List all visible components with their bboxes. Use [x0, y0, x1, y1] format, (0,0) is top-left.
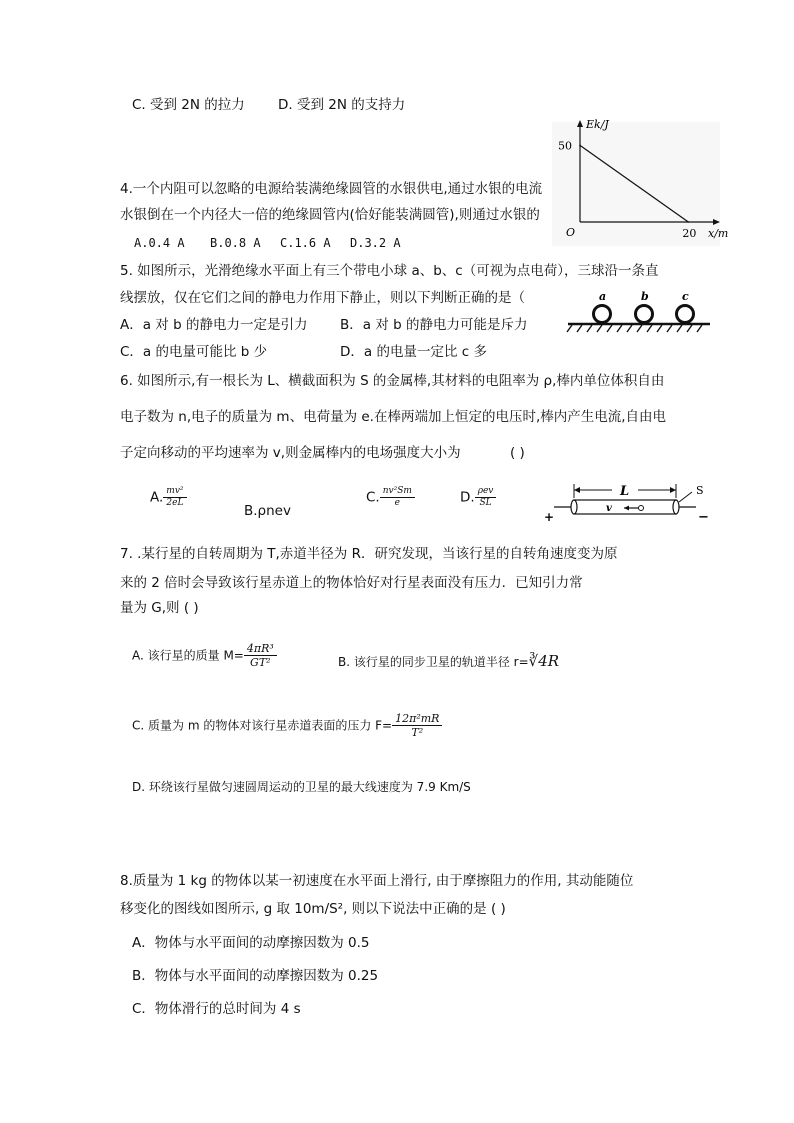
ball-a — [594, 306, 611, 323]
ball-c — [677, 306, 694, 323]
q7-c-den: T² — [411, 726, 424, 739]
q6-option-d-fraction — [475, 486, 497, 509]
q6-option-b: B.ρnev — [244, 503, 291, 519]
q6-line2: 电子数为 n,电子的质量为 m、电荷量为 e.在棒两端加上恒定的电压时,棒内产生电流,自由电 — [120, 409, 667, 425]
minus-terminal: − — [698, 510, 709, 525]
q8-option-b: B．物体与水平面间的动摩擦因数为 0.25 — [132, 968, 379, 984]
plus-terminal: + — [544, 510, 555, 524]
q6-c-num: nv²Sm — [380, 486, 415, 498]
ball-b — [636, 306, 653, 323]
q8-line1: 8.质量为 1 kg 的物体以某一初速度在水平面上滑行, 由于摩擦阻力的作用, 其动能随位 — [120, 873, 634, 889]
q6-option-a-fraction — [163, 486, 186, 509]
q6-line1: 6. 如图所示,有一根长为 L、横截面积为 S 的金属棒,其材料的电阻率为 ρ,棒内单位体积自由 — [120, 373, 665, 389]
q7-line3: 量为 G,则 ( ) — [120, 600, 199, 616]
q7-a-num: 4πR³ — [244, 642, 277, 656]
metal-rod-figure — [540, 478, 720, 526]
dim-arrow-right — [670, 487, 676, 493]
q6-paren: ( ) — [510, 445, 525, 461]
q6-option-a — [150, 486, 187, 526]
q5-line1: 5. 如图所示，光滑绝缘水平面上有三个带电小球 a、b、c（可视为点电荷），三球沿一条直 — [120, 263, 659, 279]
q6-d-num: ρev — [475, 486, 497, 498]
q4-option-b: B.0.8 A — [210, 236, 261, 250]
y-tick-label: 50 — [558, 139, 572, 153]
q7-option-a — [132, 642, 277, 682]
ball-label-c: c — [682, 290, 689, 303]
ball-label-a: a — [599, 290, 607, 303]
q4-line2: 水银倒在一个内径大一倍的绝缘圆管内(恰好能装满圆管),则通过水银的 — [120, 207, 540, 223]
q6-c-den: e — [394, 498, 400, 508]
q7-option-d: D. 环绕该行星做匀速圆周运动的卫星的最大线速度为 7.9 Km/S — [132, 780, 471, 794]
q7-line2: 来的 2 倍时会导致该行星赤道上的物体恰好对行星表面没有压力．已知引力常 — [120, 575, 583, 591]
q7-b-expr: ∛4R — [528, 652, 560, 670]
q6-option-c-label: C. — [366, 489, 380, 506]
q5-option-a: A．a 对 b 的静电力一定是引力 — [120, 317, 308, 333]
q6-option-c — [366, 486, 415, 526]
q7-c-text: C. 质量为 m 的物体对该行星赤道表面的压力 F= — [132, 718, 393, 733]
q6-option-a-label: A. — [150, 489, 164, 506]
q8-option-a: A．物体与水平面间的动摩擦因数为 0.5 — [132, 935, 370, 951]
q8-option-c: C．物体滑行的总时间为 4 s — [132, 1001, 301, 1017]
q5-option-b: B．a 对 b 的静电力可能是斥力 — [340, 317, 528, 333]
rod-length-label: L — [620, 484, 630, 499]
q7-option-c — [132, 712, 442, 752]
cross-section-pointer — [679, 492, 692, 502]
electron-dot — [639, 506, 644, 511]
x-tick-label: 20 — [682, 227, 697, 240]
three-balls-figure — [564, 288, 714, 338]
q4-option-c: C.1.6 A — [280, 236, 331, 250]
ground-hatch — [567, 325, 702, 332]
q7-b-text: B. 该行星的同步卫星的轨道半径 r= — [338, 655, 529, 669]
q7-a-fraction — [244, 642, 277, 669]
q6-option-d — [460, 486, 496, 526]
q4-option-a: A.0.4 A — [134, 236, 185, 250]
q3-option-d: D. 受到 2N 的支持力 — [278, 97, 406, 113]
q7-c-fraction — [392, 712, 442, 739]
q6-d-den: SL — [479, 498, 492, 508]
cross-section-label: S — [696, 484, 704, 497]
data-point — [688, 221, 690, 223]
q6-line3: 子定向移动的平均速率为 v,则金属棒内的电场强度大小为 — [120, 445, 461, 461]
rod-body — [574, 500, 676, 514]
q3-option-c: C. 受到 2N 的拉力 — [132, 97, 245, 113]
q8-line2: 移变化的图线如图所示, g 取 10m/S², 则以下说法中正确的是 ( ) — [120, 901, 506, 917]
dim-arrow-left — [574, 487, 580, 493]
q6-option-c-fraction — [380, 486, 415, 509]
origin-label: O — [566, 226, 576, 239]
q7-c-num: 12π²mR — [392, 712, 442, 726]
x-axis-label: x/m — [708, 227, 729, 240]
q7-a-text: A. 该行星的质量 M= — [132, 648, 244, 663]
ek-x-chart — [552, 118, 729, 246]
q7-line1: 7. .某行星的自转周期为 T,赤道半径为 R．研究发现，当该行星的自转角速度变为原 — [120, 546, 618, 562]
q7-option-b — [338, 652, 559, 671]
y-axis-label: Ek/J — [586, 118, 609, 131]
q6-a-den: 2eL — [166, 498, 184, 508]
q6-a-num: mv² — [163, 486, 186, 498]
velocity-label: v — [606, 503, 612, 514]
q4-option-d: D.3.2 A — [350, 236, 401, 250]
q5-line2: 线摆放，仅在它们之间的静电力作用下静止，则以下判断正确的是（ — [120, 290, 525, 306]
ball-label-b: b — [641, 290, 649, 303]
q6-option-d-label: D. — [460, 489, 475, 506]
q7-a-den: GT² — [250, 656, 271, 669]
q5-option-c: C．a 的电量可能比 b 少 — [120, 344, 268, 360]
data-point — [579, 145, 581, 147]
q5-option-d: D．a 的电量一定比 c 多 — [340, 344, 487, 360]
q4-line1: 4.一个内阻可以忽略的电源给装满绝缘圆管的水银供电,通过水银的电流 — [120, 181, 543, 197]
